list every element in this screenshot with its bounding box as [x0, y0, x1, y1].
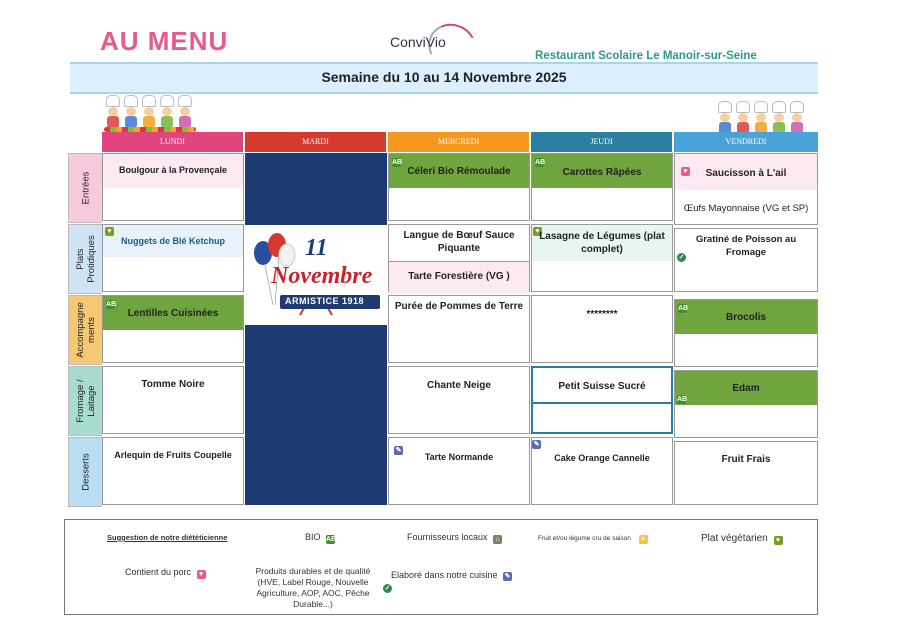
cell-lundi-dessert: Arlequin de Fruits Coupelle — [102, 437, 244, 505]
cell-mercredi-fromage: Chante Neige — [388, 366, 530, 434]
legend-box — [64, 519, 818, 615]
convivio-logo — [388, 28, 474, 62]
day-header-jeudi: JEUDI — [531, 132, 672, 152]
chefs-illustration-left — [104, 88, 196, 128]
vegetarian-icon: ♥ — [533, 227, 542, 236]
week-label: Semaine du 10 au 14 Novembre 2025 — [321, 69, 567, 85]
cell-vendredi-accomp: AB Brocolis — [674, 299, 818, 367]
bio-icon: AB — [392, 159, 403, 166]
homemade-icon: ✎ — [504, 573, 511, 580]
cell-jeudi-dessert: ✎ Cake Orange Cannelle — [531, 437, 673, 505]
legend-fait: Elaboré dans notre cuisine ✎ — [391, 570, 511, 580]
bio-icon: AB — [678, 305, 689, 312]
row-label-accompagnements: Accompagne ments — [68, 295, 102, 365]
cell-lundi-plat: ♥ Nuggets de Blé Ketchup — [102, 224, 244, 292]
menu-title: AU MENU — [100, 26, 229, 56]
vegetarian-icon: ♥ — [774, 536, 783, 545]
holiday-subtitle: ARMISTICE 1918 — [285, 296, 365, 306]
vegetarian-icon: ♥ — [105, 227, 114, 236]
seasonal-icon: + — [639, 535, 648, 544]
day-header-lundi: LUNDI — [102, 132, 243, 152]
cell-jeudi-entree: AB Carottes Râpées — [531, 153, 673, 221]
armistice-banner — [245, 225, 387, 325]
pork-icon: ♥ — [681, 167, 690, 176]
cell-vendredi-entree: ♥ Saucisson à L'ail Œufs Mayonnaise (VG et SP) — [674, 153, 818, 225]
cell-jeudi-plat: ♥ Lasagne de Légumes (plat complet) — [531, 224, 673, 292]
chefs-illustration-right — [716, 94, 812, 134]
bio-icon: AB — [677, 396, 688, 403]
holiday-name: Novembre — [271, 263, 373, 289]
cell-mercredi-dessert: ✎ Tarte Normande — [388, 437, 530, 505]
row-label-fromage: Fromage / Laitage — [68, 366, 102, 436]
row-label-desserts: Desserts — [68, 437, 102, 507]
cell-jeudi-fromage: Petit Suisse Sucré — [531, 366, 673, 434]
day-header-vendredi: VENDREDI — [674, 132, 818, 152]
row-label-entrees: Entrées — [68, 153, 102, 223]
cell-mercredi-accomp: Purée de Pommes de Terre — [388, 295, 530, 363]
mardi-bottom-block — [245, 325, 387, 505]
day-header-mardi: MARDI — [245, 132, 386, 152]
quality-label-icon: ✓ — [678, 254, 685, 261]
legend-bio: BIO AB — [305, 532, 337, 543]
day-header-mercredi: MERCREDI — [388, 132, 529, 152]
homemade-icon: ✎ — [395, 447, 402, 454]
homemade-icon: ✎ — [533, 441, 540, 448]
quality-label-icon: ✓ — [384, 585, 391, 592]
restaurant-name: Restaurant Scolaire Le Manoir-sur-Seine — [535, 50, 757, 62]
bio-icon: AB — [106, 301, 117, 308]
holiday-day: 11 — [305, 235, 328, 261]
legend-durable: Produits durables et de qualité (HVE, Label Rouge, Nouvelle Agriculture, AOP, AOC, Pêche Durable...) — [255, 566, 371, 609]
cell-mercredi-plat: Langue de Bœuf Sauce Piquante Tarte Forestière (VG ) — [388, 224, 530, 292]
cell-vendredi-fromage: AB Edam — [674, 370, 818, 438]
cell-vendredi-dessert: Fruit Frais — [674, 441, 818, 505]
cell-lundi-entree: Boulgour à la Provençale — [102, 153, 244, 221]
cell-lundi-accomp: AB Lentilles Cuisinées — [102, 295, 244, 363]
legend-saison: Fruit et/ou légume cru de saison + — [538, 534, 648, 543]
local-supplier-icon: ⌂ — [493, 535, 502, 544]
legend-local: Fournisseurs locaux ⌂ — [407, 532, 502, 543]
mardi-top-block — [245, 153, 387, 225]
cell-jeudi-accomp: ******** — [531, 295, 673, 363]
legend-porc: Contient du porc ♥ — [125, 567, 206, 578]
legend-suggestion: Suggestion de notre diététicienne — [107, 533, 228, 542]
cell-vendredi-plat: Gratiné de Poisson au Fromage ✓ — [674, 228, 818, 292]
cell-mercredi-entree: AB Céleri Bio Rémoulade — [388, 153, 530, 221]
legend-vege: Plat végétarien ♥ — [701, 533, 783, 544]
bio-icon: AB — [326, 536, 337, 543]
row-label-plats: Plats Protidiques — [68, 224, 102, 294]
pork-icon: ♥ — [197, 570, 206, 579]
cell-lundi-fromage: Tomme Noire — [102, 366, 244, 434]
bio-icon: AB — [535, 159, 546, 166]
logo-text: ConviVio — [390, 34, 446, 50]
